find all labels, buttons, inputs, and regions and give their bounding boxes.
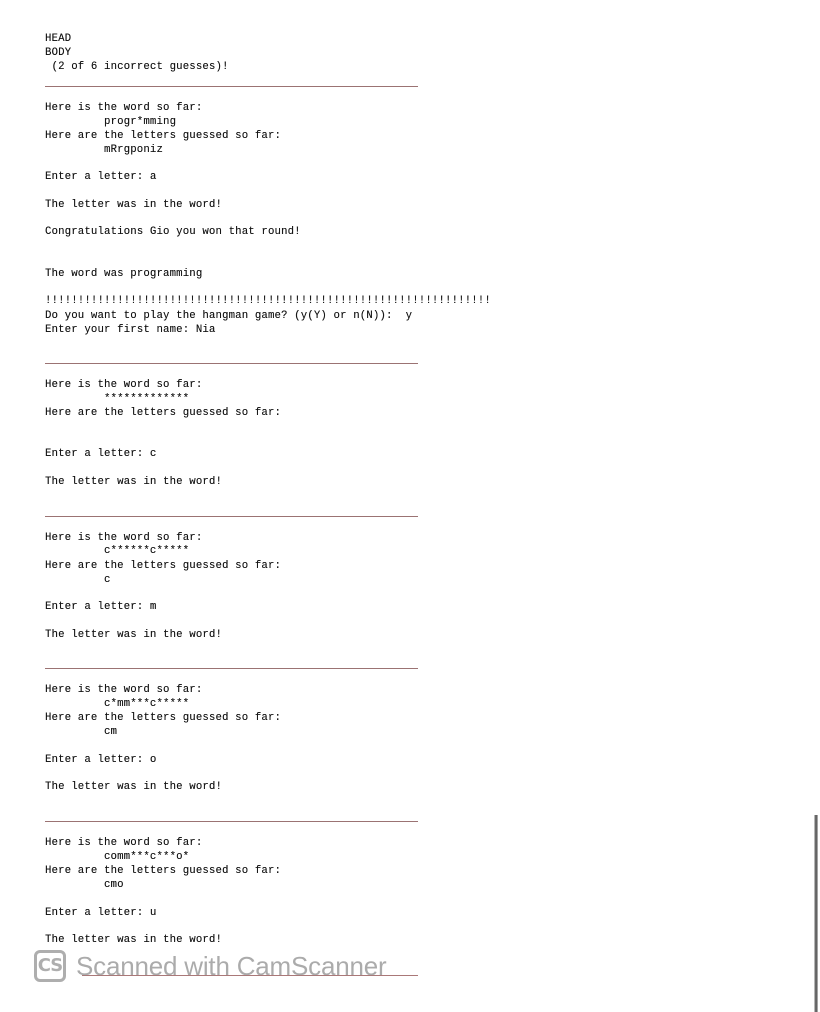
text-line-enter-letter: Enter a letter: u — [45, 907, 157, 919]
text-line-congratulations: Congratulations Gio you won that round! — [45, 226, 301, 238]
text-line-word-so-far-label: Here is the word so far: — [45, 532, 203, 544]
text-line-letters-guessed-label: Here are the letters guessed so far: — [45, 865, 282, 877]
separator-line-3 — [45, 516, 418, 517]
text-line-letter-result: The letter was in the word! — [45, 199, 223, 211]
text-line-letters-guessed-value: cm — [104, 726, 118, 738]
text-line-letters-guessed-label: Here are the letters guessed so far: — [45, 130, 282, 142]
text-line-letter-result: The letter was in the word! — [45, 629, 223, 641]
text-line-letter-result: The letter was in the word! — [45, 476, 223, 488]
text-line-word-so-far-label: Here is the word so far: — [45, 837, 203, 849]
text-line-word-so-far-value: ************* — [104, 393, 190, 405]
watermark-text: Scanned with CamScanner — [76, 951, 387, 981]
text-line-letters-guessed-label: Here are the letters guessed so far: — [45, 407, 282, 419]
text-line-letter-result: The letter was in the word! — [45, 781, 223, 793]
page-edge-shadow — [814, 815, 818, 1012]
text-line-enter-letter: Enter a letter: a — [45, 171, 157, 183]
text-line-exclamation-divider: !!!!!!!!!!!!!!!!!!!!!!!!!!!!!!!!!!!!!!!!!!!!!!!!!!!!!!!!!!!!!!!!!!!! — [45, 295, 491, 307]
text-line-word-so-far-value: c*mm***c***** — [104, 698, 190, 710]
text-line-body: BODY — [45, 47, 72, 59]
camscanner-logo: CS — [34, 950, 66, 982]
text-line-word-was: The word was programming — [45, 268, 203, 280]
text-line-letters-guessed-label: Here are the letters guessed so far: — [45, 560, 282, 572]
text-line-word-so-far-value: c******c***** — [104, 545, 190, 557]
text-line-incorrect-guesses: (2 of 6 incorrect guesses)! — [45, 61, 229, 73]
text-line-enter-letter: Enter a letter: c — [45, 448, 157, 460]
text-line-word-so-far-label: Here is the word so far: — [45, 102, 203, 114]
text-line-letter-result: The letter was in the word! — [45, 934, 223, 946]
text-line-word-so-far-value: comm***c***o* — [104, 851, 190, 863]
text-line-play-again-prompt: Do you want to play the hangman game? (y(Y) or n(N)): y — [45, 310, 413, 322]
text-line-head: HEAD — [45, 33, 72, 45]
separator-line-1 — [45, 86, 418, 87]
text-line-first-name: Enter your first name: Nia — [45, 324, 216, 336]
camscanner-watermark — [34, 948, 386, 984]
text-line-enter-letter: Enter a letter: m — [45, 601, 157, 613]
text-line-letters-guessed-value: c — [104, 574, 111, 586]
text-line-letters-guessed-value: cmo — [104, 879, 124, 891]
separator-line-5 — [45, 821, 418, 822]
text-line-word-so-far-value: progr*mming — [104, 116, 177, 128]
separator-line-2 — [45, 363, 418, 364]
text-line-letters-guessed-label: Here are the letters guessed so far: — [45, 712, 282, 724]
text-line-word-so-far-label: Here is the word so far: — [45, 684, 203, 696]
text-line-word-so-far-label: Here is the word so far: — [45, 379, 203, 391]
text-line-enter-letter: Enter a letter: o — [45, 754, 157, 766]
text-line-letters-guessed-value: mRrgponiz — [104, 144, 164, 156]
separator-line-4 — [45, 668, 418, 669]
